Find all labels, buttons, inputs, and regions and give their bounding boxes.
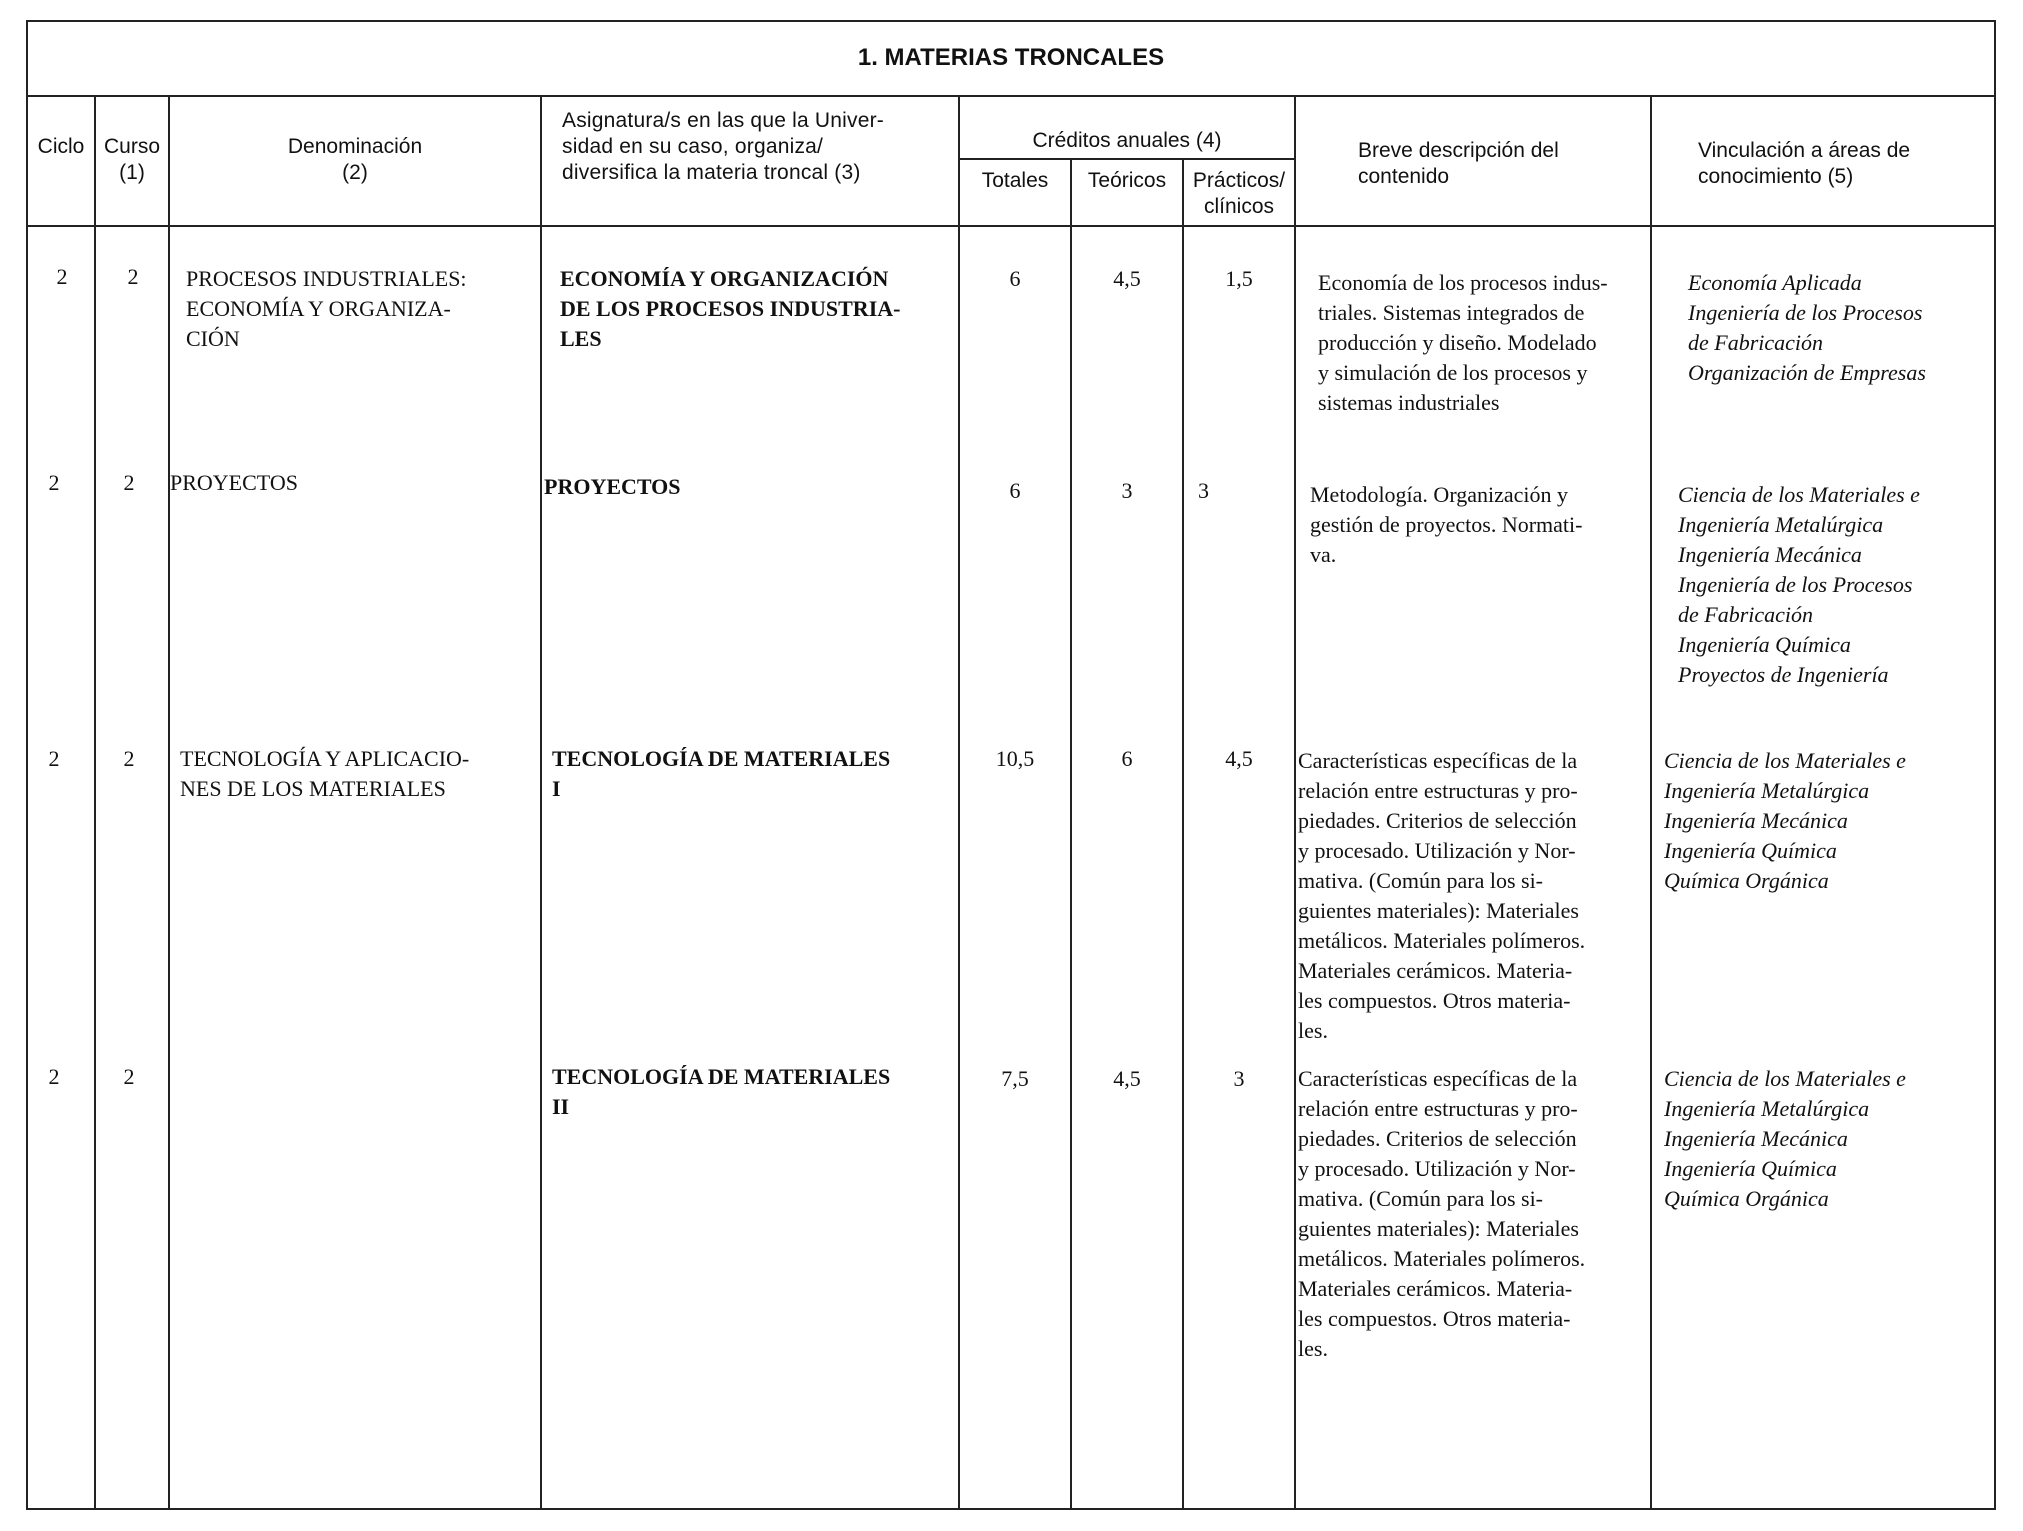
row4-totales: 7,5 [1001, 1066, 1029, 1091]
row1-teoricos: 4,5 [1113, 266, 1141, 291]
col-divider-curso [168, 97, 170, 1510]
row4-ciclo: 2 [48, 1064, 60, 1089]
table-title: 1. MATERIAS TRONCALES [26, 20, 1996, 97]
row3-curso: 2 [123, 746, 135, 771]
row3-descripcion: Características específicas de la relación entre estructuras y pro- piedades. Criterios de selección y procesado. Utilización y Nor- mativa. (Común para los si- guientes materiales): Materiales metálicos. Materiales polímeros. Materiales cerámicos. Materia- les compuestos. Otros materia- les. [1298, 748, 1586, 1043]
header-asignatura: Asignatura/s en las que la Univer- sidad en su caso, organiza/ diversifica la materia troncal (3) [562, 109, 884, 184]
row4-teoricos: 4,5 [1113, 1066, 1141, 1091]
row4-descripcion: Características específicas de la relación entre estructuras y pro- piedades. Criterios de selección y procesado. Utilización y Nor- mativa. (Común para los si- guientes materiales): Materiales metálicos. Materiales polímeros. Materiales cerámicos. Materia- les compuestos. Otros materia- les. [1298, 1066, 1586, 1361]
row2-teoricos: 3 [1121, 478, 1133, 503]
row1-totales: 6 [1009, 266, 1021, 291]
row1-ciclo: 2 [56, 264, 68, 289]
col-divider-denominacion [540, 97, 542, 1510]
header-vinculacion: Vinculación a áreas de conocimiento (5) [1698, 139, 1911, 188]
header-creditos-anuales: Créditos anuales (4) [1032, 129, 1222, 152]
row1-asignatura: ECONOMÍA Y ORGANIZACIÓN DE LOS PROCESOS INDUSTRIA- LES [560, 266, 901, 351]
header-teoricos: Teóricos [1087, 169, 1167, 192]
row4-asignatura: TECNOLOGÍA DE MATERIALES II [552, 1064, 891, 1119]
row2-denominacion: PROYECTOS [170, 470, 298, 495]
row3-asignatura: TECNOLOGÍA DE MATERIALES I [552, 746, 891, 801]
header-denominacion: Denominación (2) [287, 135, 423, 184]
col-divider-totales [1070, 158, 1072, 1510]
row2-totales: 6 [1009, 478, 1021, 503]
row1-vinculacion: Economía Aplicada Ingeniería de los Procesos de Fabricación Organización de Empresas [1688, 270, 1926, 385]
row2-curso: 2 [123, 470, 135, 495]
creditos-subheader-line [958, 158, 1294, 160]
col-divider-teoricos [1182, 158, 1184, 1510]
row2-practicos: 3 [1198, 478, 1209, 503]
col-divider-creditos [1294, 97, 1296, 1510]
header-totales: Totales [981, 169, 1049, 192]
header-descripcion: Breve descripción del contenido [1358, 139, 1559, 188]
row3-denominacion: TECNOLOGÍA Y APLICACIO- NES DE LOS MATERIALES [180, 746, 470, 801]
header-practicos: Prácticos/ clínicos [1192, 169, 1286, 218]
row1-descripcion: Economía de los procesos indus- triales. Sistemas integrados de producción y diseño. Modelado y simulación de los procesos y sistemas industriales [1318, 270, 1608, 415]
row4-curso: 2 [123, 1064, 135, 1089]
row1-curso: 2 [127, 264, 139, 289]
row3-totales: 10,5 [995, 746, 1035, 771]
row1-denominacion: PROCESOS INDUSTRIALES: ECONOMÍA Y ORGANIZA- CIÓN [186, 266, 467, 351]
row4-vinculacion: Ciencia de los Materiales e Ingeniería Metalúrgica Ingeniería Mecánica Ingeniería Química Química Orgánica [1664, 1066, 1906, 1211]
header-curso: Curso (1) [103, 135, 161, 184]
row4-practicos: 3 [1233, 1066, 1245, 1091]
row2-ciclo: 2 [48, 470, 60, 495]
row2-descripcion: Metodología. Organización y gestión de proyectos. Normati- va. [1310, 482, 1583, 567]
row2-asignatura: PROYECTOS [544, 474, 681, 499]
col-divider-asignatura [958, 97, 960, 1510]
col-divider-descripcion [1650, 97, 1652, 1510]
row3-practicos: 4,5 [1225, 746, 1253, 771]
header-bottom-line [26, 225, 1996, 227]
row3-teoricos: 6 [1121, 746, 1133, 771]
row3-ciclo: 2 [48, 746, 60, 771]
row3-vinculacion: Ciencia de los Materiales e Ingeniería Metalúrgica Ingeniería Mecánica Ingeniería Química Química Orgánica [1664, 748, 1906, 893]
row2-vinculacion: Ciencia de los Materiales e Ingeniería Metalúrgica Ingeniería Mecánica Ingeniería de los Procesos de Fabricación Ingeniería Química Proyectos de Ingeniería [1678, 482, 1920, 687]
header-ciclo: Ciclo [37, 135, 85, 158]
row1-practicos: 1,5 [1225, 266, 1253, 291]
col-divider-ciclo [94, 97, 96, 1510]
